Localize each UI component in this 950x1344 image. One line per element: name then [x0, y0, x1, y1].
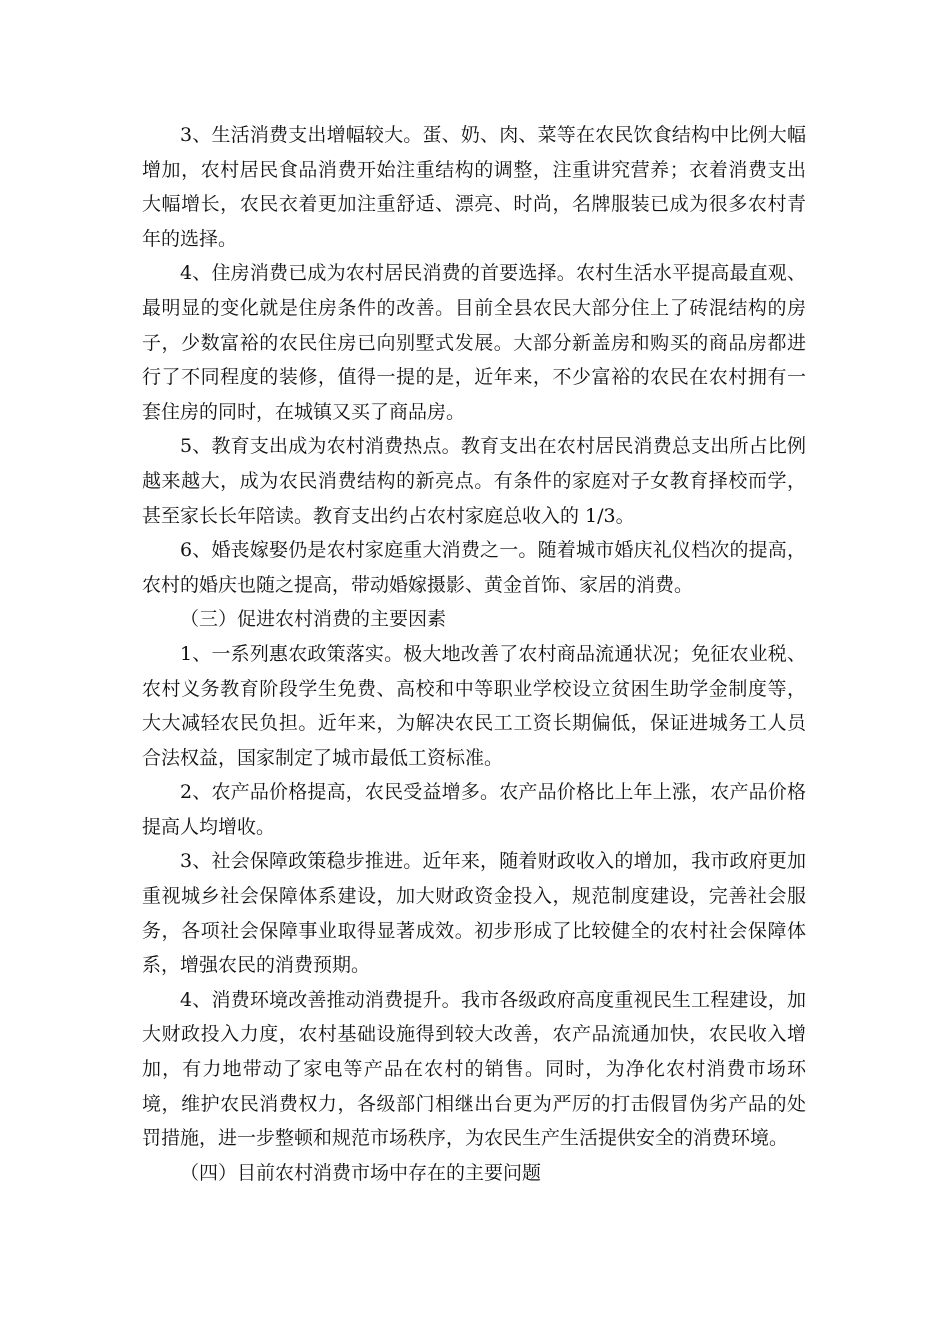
- section-heading-problems: （四）目前农村消费市场中存在的主要问题: [180, 1161, 542, 1184]
- paragraph-housing-consumption: 4、住房消费已成为农村居民消费的首要选择。农村生活水平提高最直观、最明显的变化就是住房条件的改善。目前全县农民大部分住上了砖混结构的房子，少数富裕的农民住房已向别墅式发展。大部分新盖房和购买的商品房都进行了不同程度的装修，值得一提的是，近年来，不少富裕的农民在农村拥有一套住房的同时，在城镇又买了商品房。: [142, 262, 806, 423]
- paragraph-social-security: 3、社会保障政策稳步推进。近年来，随着财政收入的增加，我市政府更加重视城乡社会保障体系建设，加大财政资金投入，规范制度建设，完善社会服务，各项社会保障事业取得显著成效。初步形成了比较健全的农村社会保障体系，增强农民的消费预期。: [142, 850, 806, 977]
- document-page: [142, 118, 806, 1190]
- paragraph-education-expenditure: 5、教育支出成为农村消费热点。教育支出在农村居民消费总支出所占比例越来越大，成为农民消费结构的新亮点。有条件的家庭对子女教育择校而学，甚至家长长年陪读。教育支出约占农村家庭总收入的 1/3。: [142, 435, 806, 527]
- paragraph-policy: 1、一系列惠农政策落实。极大地改善了农村商品流通状况；免征农业税、农村义务教育阶段学生免费、高校和中等职业学校设立贫困生助学金制度等，大大减轻农民负担。近年来，为解决农民工工资长期偏低，保证进城务工人员合法权益，国家制定了城市最低工资标准。: [142, 642, 806, 769]
- paragraph-prices: 2、农产品价格提高，农民受益增多。农产品价格比上年上涨，农产品价格提高人均增收。: [142, 781, 806, 838]
- paragraph-environment: 4、消费环境改善推动消费提升。我市各级政府高度重视民生工程建设，加大财政投入力度，农村基础设施得到较大改善，农产品流通加快，农民收入增加，有力地带动了家电等产品在农村的销售。同时，为净化农村消费市场环境，维护农民消费权力，各级部门相继出台更为严厉的打击假冒伪劣产品的处罚措施，进一步整顿和规范市场秩序，为农民生产生活提供安全的消费环境。: [142, 988, 806, 1150]
- paragraph-living-expenditure: 3、生活消费支出增幅较大。蛋、奶、肉、菜等在农民饮食结构中比例大幅增加，农村居民食品消费开始注重结构的调整，注重讲究营养；衣着消费支出大幅增长，农民衣着更加注重舒适、漂亮、时尚，名牌服装已成为很多农村青年的选择。: [142, 124, 806, 250]
- section-heading-factors: （三）促进农村消费的主要因素: [180, 608, 447, 631]
- paragraph-wedding-funeral: 6、婚丧嫁娶仍是农村家庭重大消费之一。随着城市婚庆礼仪档次的提高，农村的婚庆也随之提高，带动婚嫁摄影、黄金首饰、家居的消费。: [142, 539, 806, 596]
